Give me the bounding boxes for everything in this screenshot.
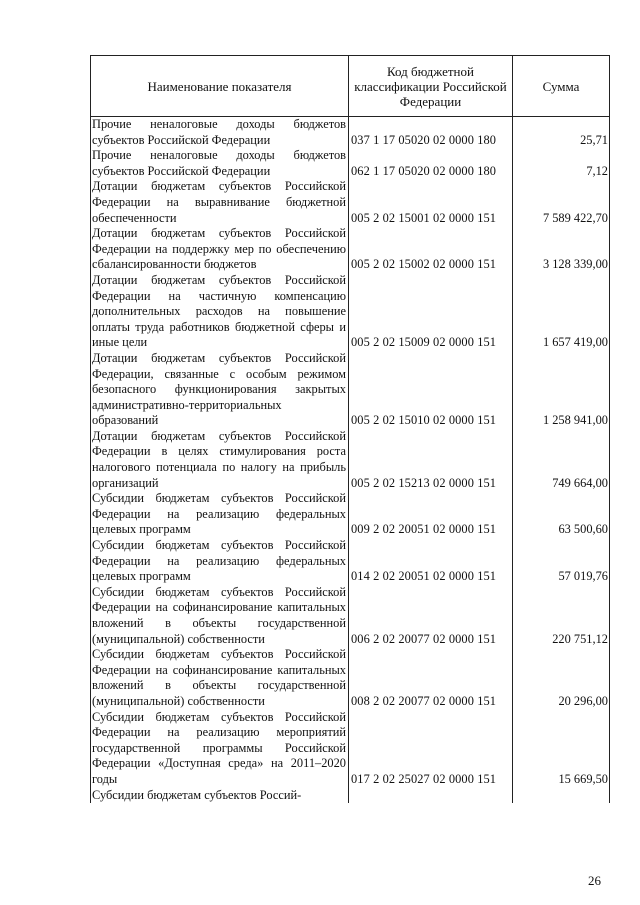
row-code: 014 2 02 20051 02 0000 151	[349, 538, 513, 585]
row-code	[349, 788, 513, 804]
row-name: Дотации бюджетам субъектов Российской Федерации в целях стимулирования роста налогового потенциала по налогу на прибыль организаций	[91, 429, 349, 491]
table-row	[91, 117, 610, 149]
row-name: Субсидии бюджетам субъектов Российской Федерации на реализацию федеральных целевых программ	[91, 538, 349, 585]
header-code: Код бюджетной классификации Российской Федерации	[349, 56, 513, 117]
row-code: 008 2 02 20077 02 0000 151	[349, 647, 513, 709]
row-sum: 63 500,60	[513, 491, 610, 538]
row-name: Прочие неналоговые доходы бюджетов субъектов Российской Федерации	[91, 148, 349, 179]
row-sum: 1 657 419,00	[513, 273, 610, 351]
row-code: 017 2 02 25027 02 0000 151	[349, 710, 513, 788]
row-sum: 220 751,12	[513, 585, 610, 647]
table-row	[91, 710, 610, 788]
row-name: Дотации бюджетам субъектов Российской Федерации на частичную компенсацию дополнительных расходов на повышение оплаты труда работников бюджетной сферы и иные цели	[91, 273, 349, 351]
row-sum: 3 128 339,00	[513, 226, 610, 273]
row-name: Субсидии бюджетам субъектов Россий-	[91, 788, 349, 804]
row-code: 005 2 02 15009 02 0000 151	[349, 273, 513, 351]
row-code: 005 2 02 15010 02 0000 151	[349, 351, 513, 429]
row-name: Прочие неналоговые доходы бюджетов субъектов Российской Федерации	[91, 117, 349, 149]
table-row	[91, 491, 610, 538]
row-code: 009 2 02 20051 02 0000 151	[349, 491, 513, 538]
row-sum: 57 019,76	[513, 538, 610, 585]
table-row	[91, 585, 610, 647]
row-code: 005 2 02 15213 02 0000 151	[349, 429, 513, 491]
row-sum: 7 589 422,70	[513, 179, 610, 226]
table-row	[91, 273, 610, 351]
row-sum: 7,12	[513, 148, 610, 179]
table-row	[91, 538, 610, 585]
row-code: 037 1 17 05020 02 0000 180	[349, 117, 513, 149]
row-sum	[513, 788, 610, 804]
row-name: Субсидии бюджетам субъектов Российской Федерации на реализацию федеральных целевых программ	[91, 491, 349, 538]
row-code: 005 2 02 15001 02 0000 151	[349, 179, 513, 226]
row-name: Субсидии бюджетам субъектов Российской Федерации на реализацию мероприятий государственной программы Российской Федерации «Доступная среда» на 2011–2020 годы	[91, 710, 349, 788]
row-sum: 749 664,00	[513, 429, 610, 491]
table-row	[91, 788, 610, 804]
row-name: Субсидии бюджетам субъектов Российской Федерации на софинансирование капитальных вложений в объекты государственной (муниципальной) собственности	[91, 585, 349, 647]
table-row	[91, 647, 610, 709]
row-name: Дотации бюджетам субъектов Российской Федерации, связанные с особым режимом безопасного функционирования закрытых административно-территориальных образований	[91, 351, 349, 429]
table-body	[91, 117, 610, 804]
row-code: 006 2 02 20077 02 0000 151	[349, 585, 513, 647]
header-sum: Сумма	[513, 56, 610, 117]
header-name: Наименование показателя	[91, 56, 349, 117]
row-sum: 15 669,50	[513, 710, 610, 788]
budget-revenue-table	[90, 55, 610, 803]
row-name: Дотации бюджетам субъектов Российской Федерации на выравнивание бюджетной обеспеченности	[91, 179, 349, 226]
table-row	[91, 179, 610, 226]
row-name: Дотации бюджетам субъектов Российской Федерации на поддержку мер по обеспечению сбалансированности бюджетов	[91, 226, 349, 273]
table-row	[91, 148, 610, 179]
row-code: 062 1 17 05020 02 0000 180	[349, 148, 513, 179]
table-row	[91, 351, 610, 429]
budget-table-container	[90, 55, 609, 803]
row-sum: 25,71	[513, 117, 610, 149]
page-number: 26	[588, 873, 601, 888]
table-row	[91, 429, 610, 491]
table-row	[91, 226, 610, 273]
table-header-row	[91, 56, 610, 117]
row-sum: 20 296,00	[513, 647, 610, 709]
row-code: 005 2 02 15002 02 0000 151	[349, 226, 513, 273]
row-sum: 1 258 941,00	[513, 351, 610, 429]
row-name: Субсидии бюджетам субъектов Российской Федерации на софинансирование капитальных вложений в объекты государственной (муниципальной) собственности	[91, 647, 349, 709]
